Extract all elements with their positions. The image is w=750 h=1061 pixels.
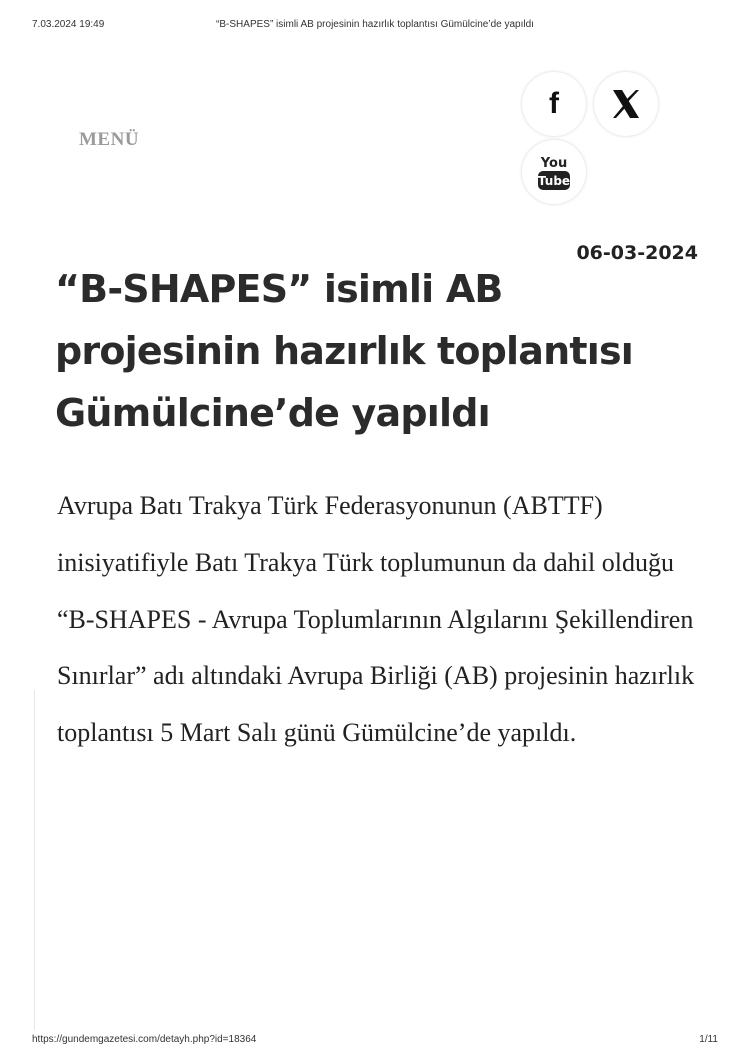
youtube-icon xyxy=(537,152,571,192)
print-page-number: 1/11 xyxy=(699,1034,718,1045)
left-divider xyxy=(34,690,35,1030)
youtube-wordmark-bottom: Tube xyxy=(537,174,571,188)
youtube-link[interactable] xyxy=(522,140,586,204)
print-datetime: 7.03.2024 19:49 xyxy=(32,19,105,30)
article-date: 06-03-2024 xyxy=(576,242,698,264)
facebook-icon: f xyxy=(549,87,559,120)
article-body: Avrupa Batı Trakya Türk Federasyonunun (ABTTF) inisiyatifiyle Batı Trakya Türk toplumunun da dahil olduğu “B-SHAPES - Avrupa Toplumlarının Algılarını Şekillendiren Sınırlar” adı altındaki Avrupa Birliği (AB) projesinin hazırlık toplantısı 5 Mart Salı günü Gümülcine’de yapıldı. xyxy=(57,491,695,748)
facebook-link[interactable] xyxy=(522,72,586,136)
menu-button[interactable]: MENÜ xyxy=(79,129,140,150)
print-url: https://gundemgazetesi.com/detayh.php?id=18364 xyxy=(32,1034,257,1045)
print-page-title: “B-SHAPES” isimli AB projesinin hazırlık toplantısı Gümülcine’de yapıldı xyxy=(216,19,534,30)
article-title: “B-SHAPES” isimli AB projesinin hazırlık toplantısı Gümülcine’de yapıldı xyxy=(55,267,634,435)
x-twitter-link[interactable] xyxy=(594,72,658,136)
x-twitter-icon xyxy=(609,87,643,121)
youtube-wordmark-top: You xyxy=(540,156,568,171)
